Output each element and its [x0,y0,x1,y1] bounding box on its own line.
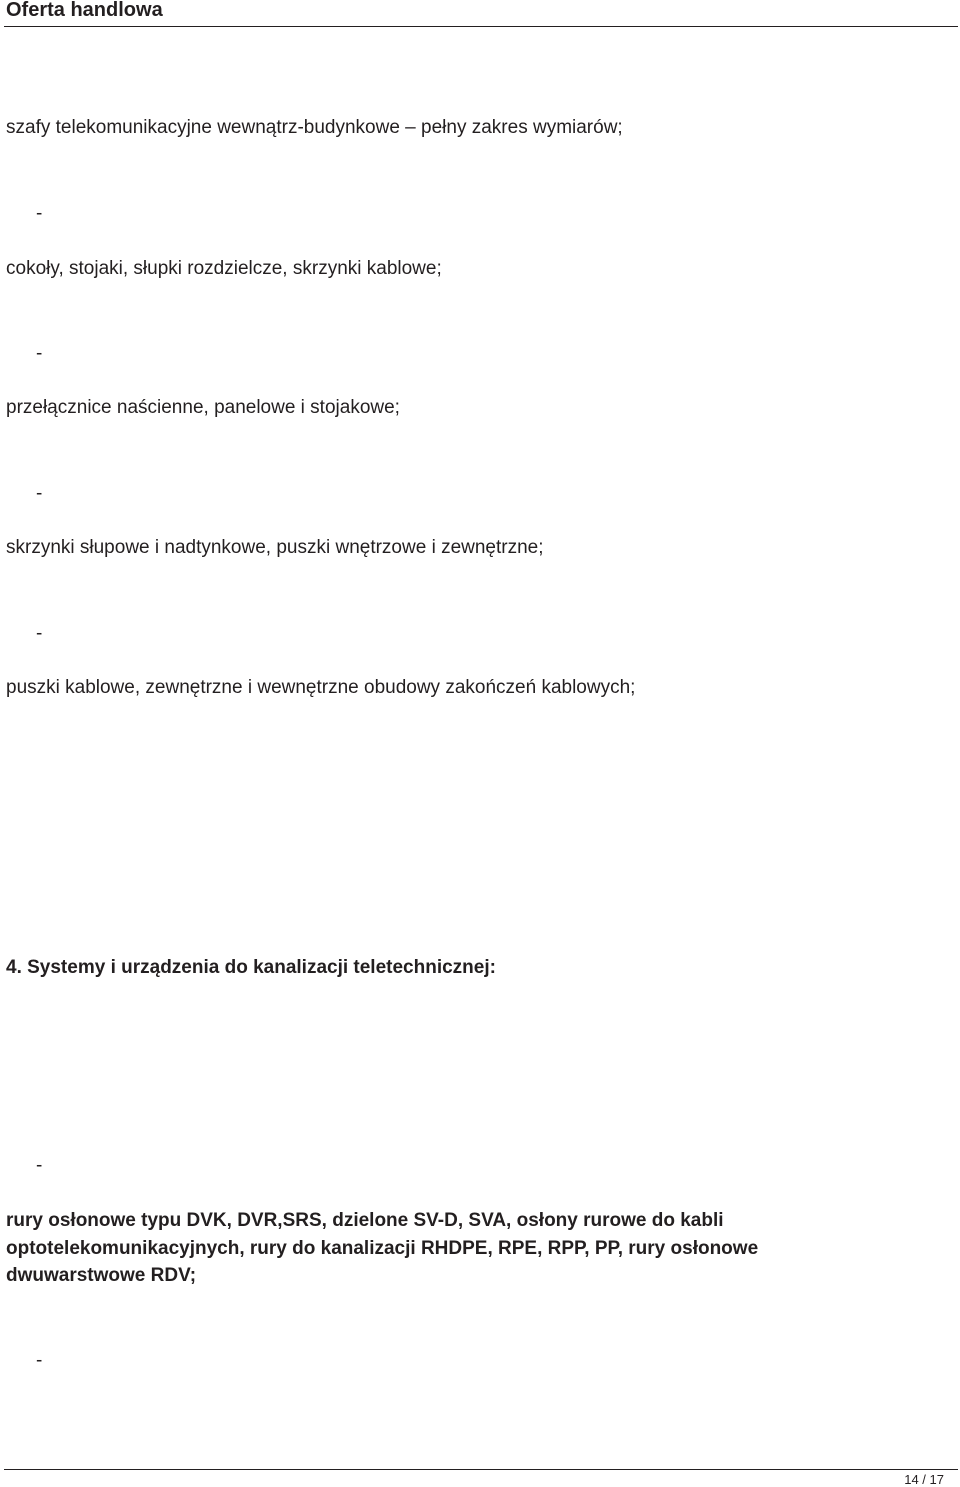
paragraph-line: rury osłonowe typu DVK, DVR,SRS, dzielone SV-D, SVA, osłony rurowe do kabli [6,1210,724,1231]
document-title: Oferta handlowa [6,0,163,21]
list-dash: - [36,343,43,364]
section-paragraph [6,1207,758,1290]
list-dash: - [36,623,43,644]
paragraph-line: dwuwarstwowe RDV; [6,1265,197,1286]
paragraph-line: optotelekomunikacyjnych, rury do kanalizacji RHDPE, RPE, RPP, PP, rury osłonowe [6,1237,759,1259]
list-dash: - [36,483,43,504]
list-item: przełącznice naścienne, panelowe i stojakowe; [6,397,400,418]
list-item: puszki kablowe, zewnętrzne i wewnętrzne obudowy zakończeń kablowych; [6,677,636,698]
header-divider [4,26,958,27]
footer-divider [4,1469,958,1470]
section-heading: 4. Systemy i urządzenia do kanalizacji teletechnicznej: [6,957,496,978]
page-number: 14 / 17 [904,1472,944,1487]
list-dash: - [36,203,43,224]
list-item: cokoły, stojaki, słupki rozdzielcze, skrzynki kablowe; [6,258,442,279]
list-dash: - [36,1350,43,1371]
list-item: szafy telekomunikacyjne wewnątrz-budynkowe – pełny zakres wymiarów; [6,117,623,138]
list-dash: - [36,1155,43,1176]
list-item: skrzynki słupowe i nadtynkowe, puszki wnętrzowe i zewnętrzne; [6,537,544,558]
